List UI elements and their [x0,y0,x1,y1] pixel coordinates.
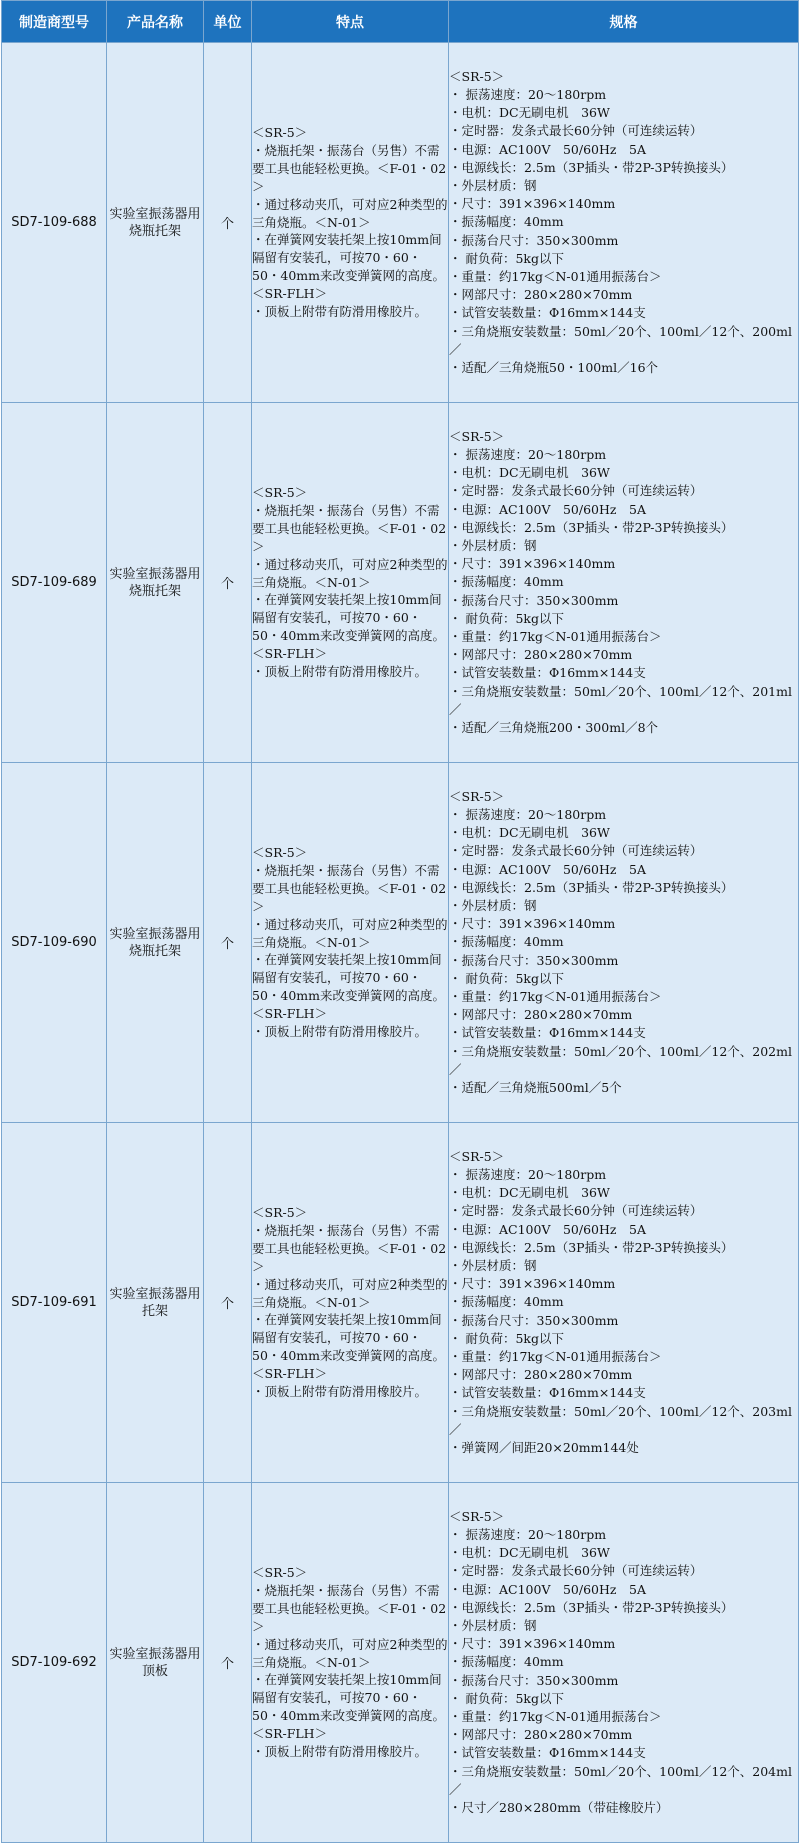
spec-line: ＜SR-5＞ [449,788,505,804]
spec-line: ・ 耐负荷：5kg以下 [449,250,565,266]
unit-cell: 个 [204,43,252,403]
unit-cell: 个 [204,763,252,1123]
spec-line: ・电机：DC无刷电机 36W [449,105,610,121]
features-text: ＜SR-5＞ ・烧瓶托架・振荡台（另售）不需要工具也能轻松更换。＜F-01・02＞ ・通过移动夹爪，可对应2种类型的三角烧瓶。＜N-01＞ ・在弹簧网安装托架上按10mm间隔留有安装孔，可按70・60・50・40mm来改变弹簧网的高度。＜SR-FLH＞ ・顶板上附带有防滑用橡胶片。 [252,1565,448,1760]
spec-line: ・尺寸：391×396×140mm [449,1636,616,1652]
spec-line: ＜SR-5＞ [449,428,505,444]
spec-line: ・ 耐负荷：5kg以下 [449,970,565,986]
spec-line: ・三角烧瓶安装数量：50ml／20个、100ml／12个、203ml／ [449,1403,792,1437]
model-number-cell: SD7-109-692 [2,1483,107,1843]
spec-line: ・振荡幅度：40mm [449,1294,564,1310]
spec-line: ・电源线长：2.5m（3P插头・带2P-3P转换接头） [449,159,734,175]
specs-cell [449,403,799,763]
spec-line: ・网部尺寸：280×280×70mm [449,647,633,663]
spec-line: ・外层材质：钢 [449,537,537,553]
spec-line: ・重量：约17kg＜N-01通用振荡台＞ [449,269,662,284]
spec-line: ・尺寸：391×396×140mm [449,1276,616,1292]
spec-line: ・重量：约17kg＜N-01通用振荡台＞ [449,1709,662,1724]
table-body [2,43,799,1843]
spec-line: ・振荡台尺寸：350×300mm [449,592,619,608]
spec-line: ・ 振荡速度：20～180rpm [449,86,607,102]
product-spec-table [1,0,799,1843]
spec-line: ・电机：DC无刷电机 36W [449,465,610,481]
spec-line: ・三角烧瓶安装数量：50ml／20个、100ml／12个、200ml／ [449,323,792,357]
product-name-cell: 实验室振荡器用烧瓶托架 [107,43,204,403]
product-name-cell: 实验室振荡器用烧瓶托架 [107,763,204,1123]
spec-line: ・尺寸／280×280mm（带硅橡胶片） [449,1800,669,1816]
spec-line: ・重量：约17kg＜N-01通用振荡台＞ [449,989,662,1004]
unit-cell: 个 [204,1123,252,1483]
spec-line: ・电源线长：2.5m（3P插头・带2P-3P转换接头） [449,1239,734,1255]
header-features: 特点 [252,1,449,43]
spec-line: ・试管安装数量：Φ16mm×144支 [449,1025,646,1041]
spec-line: ・试管安装数量：Φ16mm×144支 [449,1385,646,1401]
spec-line: ・定时器：发条式最长60分钟（可连续运转） [449,843,703,859]
spec-line: ・ 振荡速度：20～180rpm [449,806,607,822]
spec-line: ・振荡台尺寸：350×300mm [449,952,619,968]
spec-line: ・网部尺寸：280×280×70mm [449,1367,633,1383]
features-cell [252,1483,449,1843]
spec-line: ＜SR-5＞ [449,68,505,84]
spec-line: ・电源线长：2.5m（3P插头・带2P-3P转换接头） [449,1599,734,1615]
spec-line: ・网部尺寸：280×280×70mm [449,287,633,303]
spec-line: ・电源：AC100V 50/60Hz 5A [449,1581,646,1597]
product-name-cell: 实验室振荡器用顶板 [107,1483,204,1843]
spec-line: ・ 振荡速度：20～180rpm [449,1166,607,1182]
model-number-cell: SD7-109-691 [2,1123,107,1483]
spec-line: ・振荡幅度：40mm [449,1654,564,1670]
features-text: ＜SR-5＞ ・烧瓶托架・振荡台（另售）不需要工具也能轻松更换。＜F-01・02＞ ・通过移动夹爪，可对应2种类型的三角烧瓶。＜N-01＞ ・在弹簧网安装托架上按10mm间隔留有安装孔，可按70・60・50・40mm来改变弹簧网的高度。＜SR-FLH＞ ・顶板上附带有防滑用橡胶片。 [252,1205,448,1400]
spec-line: ＜SR-5＞ [449,1508,505,1524]
features-text: ＜SR-5＞ ・烧瓶托架・振荡台（另售）不需要工具也能轻松更换。＜F-01・02＞ ・通过移动夹爪，可对应2种类型的三角烧瓶。＜N-01＞ ・在弹簧网安装托架上按10mm间隔留有安装孔，可按70・60・50・40mm来改变弹簧网的高度。＜SR-FLH＞ ・顶板上附带有防滑用橡胶片。 [252,485,448,680]
spec-line: ・重量：约17kg＜N-01通用振荡台＞ [449,1349,662,1364]
spec-line: ・外层材质：钢 [449,1617,537,1633]
header-code: 制造商型号 [2,1,107,43]
spec-line: ・重量：约17kg＜N-01通用振荡台＞ [449,629,662,644]
header-name: 产品名称 [107,1,204,43]
spec-line: ・试管安装数量：Φ16mm×144支 [449,1745,646,1761]
table-row [2,1123,799,1483]
spec-line: ・振荡台尺寸：350×300mm [449,1672,619,1688]
features-cell [252,403,449,763]
spec-line: ・电机：DC无刷电机 36W [449,1545,610,1561]
spec-line: ・三角烧瓶安装数量：50ml／20个、100ml／12个、201ml／ [449,683,792,717]
specs-cell [449,763,799,1123]
table-row [2,43,799,403]
spec-line: ・ 振荡速度：20～180rpm [449,1526,607,1542]
spec-line: ・电源线长：2.5m（3P插头・带2P-3P转换接头） [449,879,734,895]
spec-line: ・三角烧瓶安装数量：50ml／20个、100ml／12个、202ml／ [449,1043,792,1077]
spec-line: ・尺寸：391×396×140mm [449,916,616,932]
spec-line: ・尺寸：391×396×140mm [449,196,616,212]
product-name-cell: 实验室振荡器用烧瓶托架 [107,403,204,763]
spec-line: ・电源线长：2.5m（3P插头・带2P-3P转换接头） [449,519,734,535]
spec-line: ・外层材质：钢 [449,897,537,913]
spec-line: ・电源：AC100V 50/60Hz 5A [449,501,646,517]
spec-line: ・电源：AC100V 50/60Hz 5A [449,861,646,877]
spec-line: ・振荡幅度：40mm [449,934,564,950]
table-header-row [2,1,799,43]
table-row [2,1483,799,1843]
table-row [2,403,799,763]
header-specs: 规格 [449,1,799,43]
spec-line: ・电机：DC无刷电机 36W [449,1185,610,1201]
header-unit: 单位 [204,1,252,43]
product-name-cell: 实验室振荡器用托架 [107,1123,204,1483]
spec-line: ・振荡台尺寸：350×300mm [449,1312,619,1328]
table-row [2,763,799,1123]
spec-line: ・三角烧瓶安装数量：50ml／20个、100ml／12个、204ml／ [449,1763,792,1797]
spec-line: ・网部尺寸：280×280×70mm [449,1727,633,1743]
spec-line: ・ 振荡速度：20～180rpm [449,446,607,462]
features-text: ＜SR-5＞ ・烧瓶托架・振荡台（另售）不需要工具也能轻松更换。＜F-01・02＞ ・通过移动夹爪，可对应2种类型的三角烧瓶。＜N-01＞ ・在弹簧网安装托架上按10mm间隔留有安装孔，可按70・60・50・40mm来改变弹簧网的高度。＜SR-FLH＞ ・顶板上附带有防滑用橡胶片。 [252,845,448,1040]
spec-line: ・定时器：发条式最长60分钟（可连续运转） [449,483,703,499]
spec-line: ・外层材质：钢 [449,177,537,193]
spec-line: ・试管安装数量：Φ16mm×144支 [449,665,646,681]
spec-line: ・ 耐负荷：5kg以下 [449,1330,565,1346]
model-number-cell: SD7-109-688 [2,43,107,403]
unit-cell: 个 [204,403,252,763]
spec-line: ・适配／三角烧瓶500ml／5个 [449,1080,622,1096]
spec-line: ・定时器：发条式最长60分钟（可连续运转） [449,1563,703,1579]
features-cell [252,763,449,1123]
spec-line: ・网部尺寸：280×280×70mm [449,1007,633,1023]
spec-line: ＜SR-5＞ [449,1148,505,1164]
spec-line: ・尺寸：391×396×140mm [449,556,616,572]
spec-line: ・定时器：发条式最长60分钟（可连续运转） [449,1203,703,1219]
specs-cell [449,43,799,403]
spec-line: ・电机：DC无刷电机 36W [449,825,610,841]
spec-line: ・ 耐负荷：5kg以下 [449,1690,565,1706]
features-text: ＜SR-5＞ ・烧瓶托架・振荡台（另售）不需要工具也能轻松更换。＜F-01・02＞ ・通过移动夹爪，可对应2种类型的三角烧瓶。＜N-01＞ ・在弹簧网安装托架上按10mm间隔留有安装孔，可按70・60・50・40mm来改变弹簧网的高度。＜SR-FLH＞ ・顶板上附带有防滑用橡胶片。 [252,125,448,320]
unit-cell: 个 [204,1483,252,1843]
model-number-cell: SD7-109-689 [2,403,107,763]
spec-line: ・ 耐负荷：5kg以下 [449,610,565,626]
spec-line: ・试管安装数量：Φ16mm×144支 [449,305,646,321]
specs-cell [449,1123,799,1483]
spec-line: ・适配／三角烧瓶200・300ml／8个 [449,720,659,736]
spec-line: ・振荡幅度：40mm [449,574,564,590]
model-number-cell: SD7-109-690 [2,763,107,1123]
features-cell [252,1123,449,1483]
spec-line: ・振荡台尺寸：350×300mm [449,232,619,248]
spec-line: ・弹簧网／间距20×20mm144处 [449,1440,639,1456]
specs-cell [449,1483,799,1843]
spec-line: ・外层材质：钢 [449,1257,537,1273]
spec-line: ・电源：AC100V 50/60Hz 5A [449,1221,646,1237]
spec-line: ・定时器：发条式最长60分钟（可连续运转） [449,123,703,139]
spec-line: ・电源：AC100V 50/60Hz 5A [449,141,646,157]
spec-line: ・振荡幅度：40mm [449,214,564,230]
spec-line: ・适配／三角烧瓶50・100ml／16个 [449,360,659,376]
features-cell [252,43,449,403]
